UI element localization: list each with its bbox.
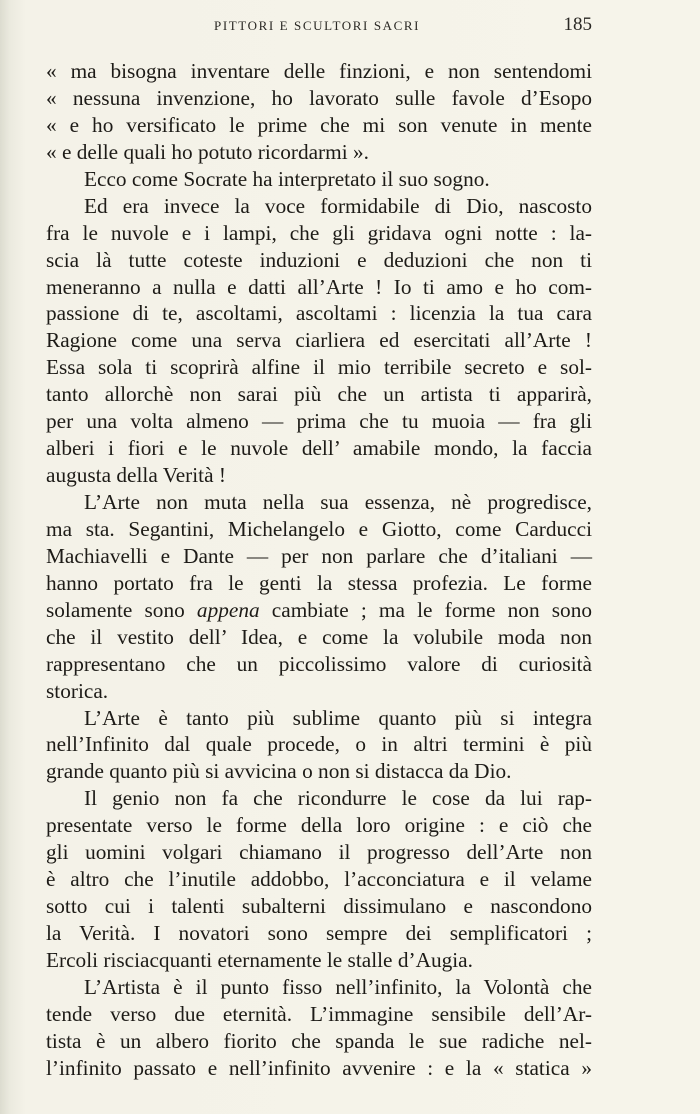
paragraph-first-line: Ecco come Socrate ha interpretato il suo sogno. [84, 166, 490, 191]
text-line: storica. [46, 678, 109, 703]
text-line: « e ho versificato le prime che mi son venute in mente [46, 112, 592, 137]
text-line-with-emphasis [46, 597, 592, 624]
text-segment: solamente sono [46, 597, 197, 622]
text-line: Machiavelli e Dante — per non parlare che d’italiani — [46, 543, 592, 568]
page-number: 185 [563, 14, 592, 35]
text-line: Ercoli risciacquanti eternamente le stalle d’Augia. [46, 947, 473, 972]
body-text [46, 58, 592, 1082]
paragraph-first-line: Ed era invece la voce formidabile di Dio, nascosto [84, 193, 592, 218]
text-line: presentate verso le forme della loro origine : e ciò che [46, 813, 592, 838]
text-line: per una volta almeno — prima che tu muoia — fra gli [46, 409, 592, 434]
text-line: « e delle quali ho potuto ricordarmi ». [46, 139, 369, 164]
text-line: sotto cui i talenti subalterni dissimulano e nascondono [46, 894, 592, 919]
text-line: augusta della Verità ! [46, 463, 226, 488]
text-line: passione di te, ascoltami, ascoltami : licenzia la tua cara [46, 301, 592, 326]
text-line: fra le nuvole e i lampi, che gli gridava ogni notte : la- [46, 220, 592, 245]
text-line: scia là tutte coteste induzioni e deduzioni che non ti [46, 247, 592, 272]
text-line: hanno portato fra le genti la stessa profezia. Le forme [46, 570, 592, 595]
running-head: PITTORI E SCULTORI SACRI [214, 18, 421, 33]
text-line: « nessuna invenzione, ho lavorato sulle favole d’Esopo [46, 85, 592, 110]
text-line: « ma bisogna inventare delle finzioni, e non sentendomi [46, 59, 592, 83]
text-line: rappresentano che un piccolissimo valore di curiosità [46, 651, 592, 676]
text-line: l’infinito passato e nell’infinito avvenire : e la « statica » [46, 1055, 592, 1080]
text-line: tende verso due eternità. L’immagine sensibile dell’Ar- [46, 1001, 592, 1026]
text-line: meneranno a nulla e datti all’Arte ! Io ti amo e ho com- [46, 274, 592, 299]
page-header [46, 14, 592, 38]
text-line: grande quanto più si avvicina o non si distacca da Dio. [46, 759, 512, 784]
text-line: tanto allorchè non sarai più che un artista ti apparirà, [46, 382, 592, 407]
text-line: è altro che l’inutile addobbo, l’acconciatura e il velame [46, 867, 592, 892]
text-line: ma sta. Segantini, Michelangelo e Giotto, come Carducci [46, 516, 592, 541]
text-line: gli uomini volgari chiamano il progresso dell’Arte non [46, 840, 592, 865]
text-line: la Verità. I novatori sono sempre dei semplificatori ; [46, 921, 592, 945]
text-line: che il vestito dell’ Idea, e come la volubile moda non [46, 624, 592, 649]
paragraph-first-line: L’Arte è tanto più sublime quanto più si integra [84, 705, 592, 730]
text-line: alberi i fiori e le nuvole dell’ amabile mondo, la faccia [46, 436, 592, 461]
paragraph-first-line: L’Arte non muta nella sua essenza, nè progredisce, [84, 490, 592, 514]
text-line: tista è un albero fiorito che spanda le sue radiche nel- [46, 1028, 592, 1053]
text-line: nell’Infinito dal quale procede, o in altri termini è più [46, 732, 592, 757]
paragraph-first-line: Il genio non fa che ricondurre le cose da lui rap- [84, 786, 592, 811]
paragraph-first-line: L’Artista è il punto fisso nell’infinito, la Volontà che [84, 974, 592, 999]
text-line: Essa sola ti scoprirà alfine il mio terribile secreto e sol- [46, 355, 592, 380]
emphasized-word: appena [196, 597, 260, 622]
text-line: Ragione come una serva ciarliera ed esercitati all’Arte ! [46, 328, 592, 353]
text-segment: cambiate ; ma le forme non sono [259, 597, 592, 622]
